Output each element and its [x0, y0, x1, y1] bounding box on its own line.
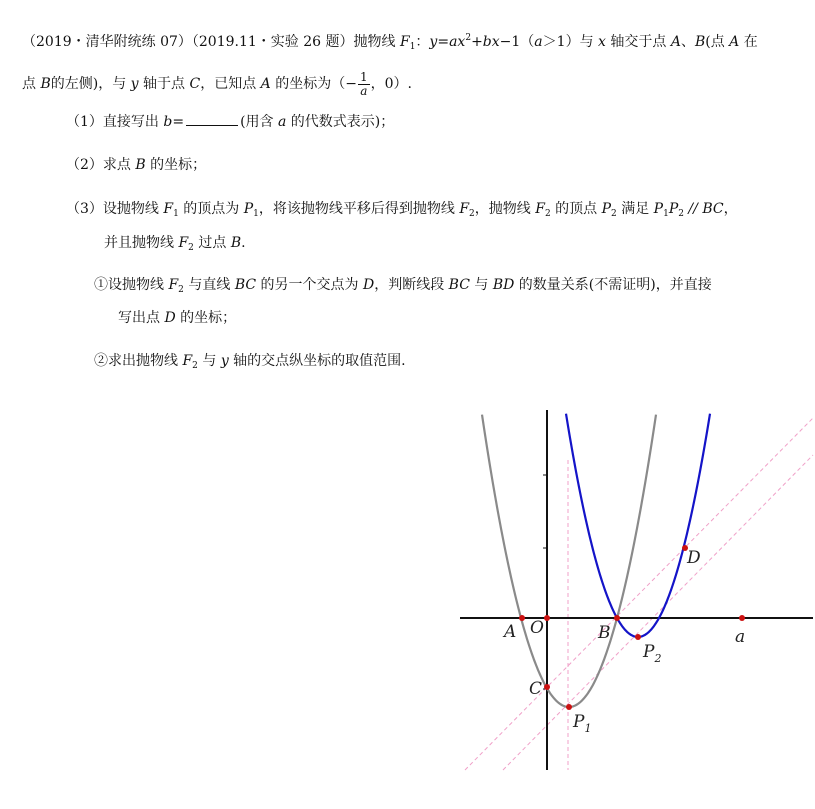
text: 轴的交点纵坐标的取值范围. [228, 353, 406, 369]
question-2 [66, 155, 206, 175]
var-P: P [243, 201, 254, 217]
problem-line-2 [22, 70, 412, 98]
text: ： [415, 34, 430, 50]
var-F: F [535, 201, 545, 217]
text: 的坐标为（− [270, 76, 357, 92]
sub-question-1-line-2 [118, 308, 236, 328]
text: (点 [705, 34, 730, 50]
label-P1-letter: P [573, 712, 585, 732]
var-P: P [653, 201, 664, 217]
subscript: 1 [253, 209, 259, 219]
text: 写出点 [118, 310, 165, 326]
var-a: a [277, 114, 287, 130]
text: （3）设抛物线 [66, 201, 164, 217]
subscript: 1 [409, 42, 416, 52]
text: 与直线 [183, 277, 235, 293]
var-x: x [598, 34, 606, 50]
text: ＞1）与 [542, 34, 599, 50]
var-ax: ax [449, 34, 466, 50]
var-BC: BC [234, 277, 257, 293]
var-bx: bx [482, 34, 500, 50]
point-P1 [566, 704, 572, 710]
var-F: F [182, 353, 193, 369]
text: 轴于点 [138, 76, 190, 92]
text: ，已知点 [200, 76, 261, 92]
point-A [519, 615, 525, 621]
text: ，抛物线 [474, 201, 536, 217]
text: 的数量关系(不需证明)，并直接 [514, 277, 712, 293]
var-F: F [163, 201, 174, 217]
var-P: P [668, 201, 679, 217]
text: 点 [22, 76, 41, 92]
guide-line-p1p2 [503, 455, 813, 770]
text: + [471, 34, 483, 50]
var-A: A [670, 34, 681, 50]
label-P2-subscript: 2 [654, 652, 662, 665]
text: ，判断线段 [374, 277, 449, 293]
label-P2 [642, 642, 661, 665]
question-3-line-2 [104, 233, 246, 258]
var-P: P [601, 201, 612, 217]
text: 的顶点为 [178, 201, 244, 217]
text: . [241, 235, 246, 251]
var-C: C [189, 76, 201, 92]
subscript: 2 [678, 209, 684, 219]
subscript: 1 [663, 209, 669, 219]
superscript: 2 [465, 33, 472, 43]
sub-question-2 [94, 351, 406, 376]
var-y: y [130, 76, 139, 92]
label-P2-letter: P [643, 642, 655, 662]
var-B: B [40, 76, 51, 92]
var-BC: BC [448, 277, 470, 293]
point-B [614, 615, 620, 621]
question-3-line-1 [66, 199, 738, 224]
var-b: b [163, 114, 173, 130]
point-O [544, 615, 550, 621]
subscript: 2 [188, 243, 194, 253]
fraction-denominator: a [360, 83, 368, 98]
label-A: A [504, 622, 517, 642]
label-C: C [529, 679, 543, 699]
label-P1-subscript: 1 [584, 722, 592, 735]
text: 的左侧)，与 [50, 76, 131, 92]
parabola-f1 [482, 415, 656, 707]
text: 的顶点 [550, 201, 602, 217]
label-a: a [735, 627, 746, 647]
subscript: 1 [173, 209, 179, 219]
text: 满足 [616, 201, 654, 217]
text: = [437, 34, 450, 50]
text: 、 [680, 34, 695, 50]
label-D: D [687, 548, 701, 568]
subscript: 2 [544, 209, 551, 219]
answer-blank[interactable] [186, 113, 238, 126]
var-y: y [220, 353, 229, 369]
var-A: A [729, 34, 740, 50]
text: 的另一个交点为 [256, 277, 363, 293]
var-F: F [399, 34, 410, 50]
var-B: B [694, 34, 706, 50]
label-O: O [530, 618, 544, 638]
text: = [172, 114, 185, 130]
subscript: 2 [469, 209, 475, 219]
var-F: F [168, 277, 179, 293]
label-B: B [598, 623, 611, 643]
var-F: F [178, 235, 189, 251]
text: −1（ [499, 34, 535, 50]
point-C [544, 684, 550, 690]
var-y: y [429, 34, 438, 50]
text: 的坐标； [175, 310, 237, 326]
text: 与 [197, 353, 221, 369]
text: 的代数式表示)； [286, 114, 395, 130]
label-P1 [572, 712, 591, 735]
fraction [358, 71, 370, 98]
guide-line-bc [465, 418, 813, 770]
var-F: F [459, 201, 470, 217]
text: （1）直接写出 [66, 114, 164, 130]
point-a [739, 615, 745, 621]
text: ，0）. [370, 76, 412, 92]
var-D: D [362, 277, 375, 293]
text: ， [723, 201, 738, 217]
var-a: a [534, 34, 543, 50]
var-BD: BD [492, 277, 515, 293]
text: ①设抛物线 [94, 277, 169, 293]
text: 轴交于点 [605, 34, 671, 50]
sub-question-1-line-1 [94, 275, 712, 300]
point-P2 [635, 634, 641, 640]
var-BC: BC [702, 201, 724, 217]
subscript: 2 [192, 361, 198, 371]
var-D: D [164, 310, 176, 326]
text: 过点 [193, 235, 231, 251]
text: （2）求点 [66, 157, 136, 173]
var-B: B [230, 235, 242, 251]
parallel-symbol: // [683, 201, 703, 217]
text: ，将该抛物线平移后得到抛物线 [258, 201, 460, 217]
text: 并且抛物线 [104, 235, 179, 251]
parabola-figure [455, 405, 815, 777]
fraction-numerator: 1 [359, 69, 368, 84]
problem-source: （2019・清华附统练 07）（2019.11・实验 26 题） [22, 34, 354, 50]
var-B: B [135, 157, 146, 173]
text: 在 [739, 34, 758, 50]
var-A: A [260, 76, 271, 92]
subscript: 2 [611, 209, 617, 219]
subscript: 2 [178, 285, 184, 295]
text: ②求出抛物线 [94, 353, 183, 369]
text: 与 [469, 277, 493, 293]
text: 的坐标； [145, 157, 207, 173]
question-1 [66, 112, 394, 132]
text: 抛物线 [353, 34, 400, 50]
problem-line-1 [22, 28, 758, 57]
text: (用含 [240, 114, 278, 130]
